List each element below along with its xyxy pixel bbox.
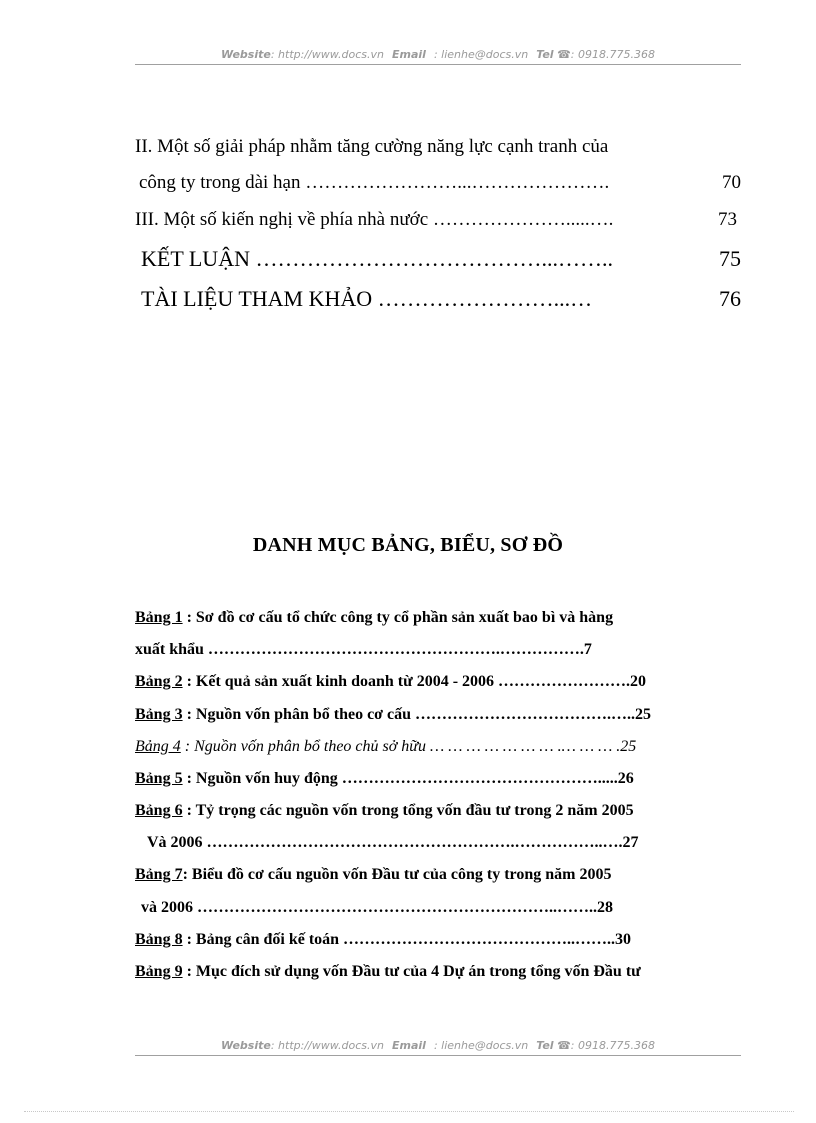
toc-item-text: III. Một số kiến nghị về phía nhà nước ………………….....…. xyxy=(135,209,614,230)
phone-icon: ☎ xyxy=(557,1039,571,1052)
toc-page-number: 75 xyxy=(719,246,741,271)
list-item xyxy=(135,641,592,659)
table-label: Bảng 7 xyxy=(135,866,183,883)
list-item xyxy=(135,802,634,820)
toc-item-2-cont xyxy=(139,172,741,194)
website-label: Website xyxy=(221,48,271,61)
list-item xyxy=(147,834,639,852)
page-footer xyxy=(135,1039,741,1056)
phone-icon: ☎ xyxy=(557,48,571,61)
toc-page-number: 76 xyxy=(719,286,741,311)
list-item xyxy=(141,899,613,917)
table-desc: : Nguồn vốn phân bổ theo cơ cấu ……………………………….…..25 xyxy=(182,706,652,723)
page-header xyxy=(135,48,741,65)
table-desc: và 2006 …………………………………………………………..……..28 xyxy=(141,899,613,916)
table-desc: : Tỷ trọng các nguồn vốn trong tổng vốn đầu tư trong 2 năm 2005 xyxy=(182,802,634,819)
table-desc: : Kết quả sản xuất kinh doanh từ 2004 - 2006 …………………….20 xyxy=(182,673,647,690)
toc-conclusion xyxy=(141,246,741,272)
phone-number: : 0918.775.368 xyxy=(570,48,655,61)
phone-number: : 0918.775.368 xyxy=(570,1039,655,1052)
table-desc: : Mục đích sử dụng vốn Đầu tư của 4 Dự án trong tổng vốn Đầu tư xyxy=(182,963,641,980)
toc-item-text: TÀI LIỆU THAM KHẢO ……………………...… xyxy=(141,286,593,311)
email-address[interactable]: : lienhe@docs.vn xyxy=(433,1039,529,1052)
table-label: Bảng 8 xyxy=(135,931,183,948)
table-label: Bảng 4 xyxy=(135,738,181,755)
list-item xyxy=(135,931,631,949)
table-label: Bảng 6 xyxy=(135,802,183,819)
website-url[interactable]: : http://www.docs.vn xyxy=(270,1039,385,1052)
toc-item-text: KẾT LUẬN …………………………………...…….. xyxy=(141,246,613,271)
table-desc: : Nguồn vốn phân bổ theo chủ sở hữu … … … … … … … .… … … .25 xyxy=(180,738,637,755)
table-desc: Và 2006 ………………………………………………….……………..….27 xyxy=(147,834,639,851)
table-desc: : Sơ đồ cơ cấu tổ chức công ty cổ phần sản xuất bao bì và hàng xyxy=(182,609,614,626)
toc-references xyxy=(141,286,741,312)
email-label: Email xyxy=(392,48,426,61)
list-item xyxy=(135,609,613,627)
toc-item-text: công ty trong dài hạn ……………………...…………………. xyxy=(139,172,610,193)
toc-item-3 xyxy=(135,209,737,231)
table-label: Bảng 2 xyxy=(135,673,183,690)
table-desc: : Bảng cân đối kế toán ……………………………………..……..30 xyxy=(182,931,632,948)
list-item xyxy=(135,866,611,884)
table-desc: : Biểu đồ cơ cấu nguồn vốn Đầu tư của công ty trong năm 2005 xyxy=(182,866,612,883)
table-label: Bảng 1 xyxy=(135,609,183,626)
table-desc: xuất khẩu ……………………………………………….…………….7 xyxy=(135,641,592,658)
table-label: Bảng 9 xyxy=(135,963,183,980)
toc-page-number: 70 xyxy=(722,172,741,193)
list-item xyxy=(135,738,636,756)
list-item xyxy=(135,770,634,788)
list-item xyxy=(135,673,646,691)
table-label: Bảng 5 xyxy=(135,770,183,787)
list-item xyxy=(135,706,651,724)
toc-item-2 xyxy=(135,136,608,158)
table-desc: : Nguồn vốn huy động ………………………………………….....26 xyxy=(182,770,634,787)
tel-label: Tel xyxy=(536,48,554,61)
toc-item-text: II. Một số giải pháp nhằm tăng cường năng lực cạnh tranh của xyxy=(135,136,609,157)
table-label: Bảng 3 xyxy=(135,706,183,723)
tel-label: Tel xyxy=(536,1039,554,1052)
website-url[interactable]: : http://www.docs.vn xyxy=(270,48,385,61)
list-item xyxy=(135,963,641,981)
toc-page-number: 73 xyxy=(718,209,737,230)
list-title: DANH MỤC BẢNG, BIỂU, SƠ ĐỒ xyxy=(252,534,564,556)
website-label: Website xyxy=(221,1039,271,1052)
page-bottom-divider xyxy=(24,1111,794,1112)
email-label: Email xyxy=(392,1039,426,1052)
email-address[interactable]: : lienhe@docs.vn xyxy=(433,48,529,61)
